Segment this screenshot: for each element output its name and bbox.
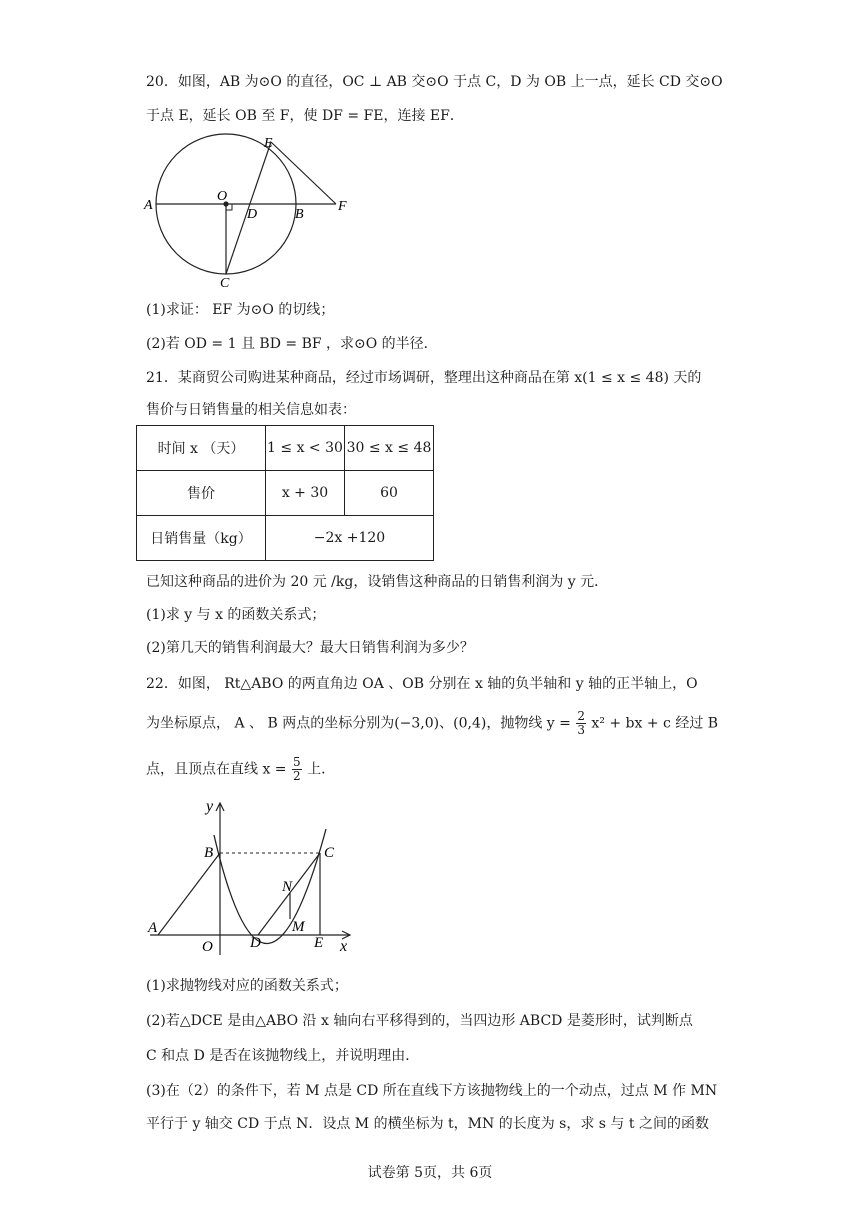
q22-stem-line2b: ，抛物线 y = [486,715,571,732]
q20-stem-line2: 于点 E，延长 OB 至 F，使 DF = FE，连接 EF． [146,108,464,124]
page-footer: 试卷第 5页，共 6页 [367,1165,493,1181]
q22-stem-line3 [146,756,335,783]
q22-label-x: x [340,938,348,955]
table-cell: 1 ≤ x < 30 [266,426,345,471]
q22-label-a: A [148,920,158,936]
q20-label-e: E [264,136,273,151]
q22-stem-line1: 22．如图， Rt△ABO 的两直角边 OA 、OB 分别在 x 轴的负半轴和 y 轴的正半轴上，O [146,676,698,692]
q22-label-o: O [202,939,213,955]
q22-part1: (1)求抛物线对应的函数关系式； [146,978,348,994]
q22-label-n: N [282,879,293,895]
q20-part2: (2)若 OD = 1 且 BD = BF ，求⊙O 的半径． [146,336,438,352]
q22-part3-line2: 平行于 y 轴交 CD 于点 N．设点 M 的横坐标为 t，MN 的长度为 s，求 s 与 t 之间的函数 [146,1116,709,1132]
q22-part3-line1: (3)在（2）的条件下，若 M 点是 CD 所在直线下方该抛物线上的一个动点，过点 M 作 MN [146,1083,718,1099]
q22-coord-a: (−3,0) [394,715,440,732]
table-cell: 时间 x （天） [137,426,266,471]
q22-stem-line2 [146,710,718,737]
table-cell: −2x +120 [266,516,434,561]
q22-label-b: B [204,845,214,861]
q21-part2: (2)第几天的销售利润最大？最大日销售利润为多少？ [146,640,474,656]
q22-label-d: D [250,935,261,951]
q21-stem-line1: 21．某商贸公司购进某种商品，经过市场调研，整理出这种商品在第 x(1 ≤ x ≤ 48) 天的 [146,370,702,386]
q22-label-y: y [206,798,214,815]
q20-label-d: D [247,207,258,222]
q22-fraction-two-thirds: $\frac{2}{3}$ [577,709,585,737]
q22-separator: 、 [439,715,454,732]
q21-info-table [136,425,434,561]
q22-stem-line3a: 点，且顶点在直线 x = [146,761,287,778]
q22-label-e: E [314,935,324,951]
q22-stem-line2a: 为坐标原点， A 、 B 两点的坐标分别为 [146,715,395,732]
q20-label-f: F [338,199,347,214]
table-row [137,516,434,561]
q20-circle-figure [140,130,360,290]
q22-part2-line1: (2)若△DCE 是由△ABO 沿 x 轴向右平移得到的，当四边形 ABCD 是菱形时，试判断点 [146,1013,693,1029]
q21-after-table: 已知这种商品的进价为 20 元 /kg，设销售这种商品的日销售利润为 y 元． [146,574,609,590]
q21-stem-line2: 售价与日销售量的相关信息如表： [146,402,356,418]
q20-part1: (1)求证： EF 为⊙O 的切线； [146,302,335,318]
table-cell: 60 [345,471,434,516]
q22-coord-b: (0,4) [453,715,487,732]
q22-part2-line2: C 和点 D 是否在该抛物线上，并说明理由． [146,1048,420,1064]
table-cell: 30 ≤ x ≤ 48 [345,426,434,471]
q20-label-o: O [217,189,228,204]
table-row [137,426,434,471]
table-cell: 日销售量（kg） [137,516,266,561]
q22-label-m: M [292,919,305,935]
q20-label-a: A [144,198,153,213]
table-cell: x + 30 [266,471,345,516]
table-cell: 售价 [137,471,266,516]
q22-fraction-five-halves: $\frac{5}{2}$ [292,755,301,783]
q20-label-b: B [295,207,304,222]
q22-label-c: C [324,845,335,861]
q22-parabola-figure [140,795,380,960]
q21-part1: (1)求 y 与 x 的函数关系式； [146,607,326,623]
q22-stem-line3b: 上． [307,761,336,778]
q22-stem-line2c: x² + bx + c 经过 B [591,715,719,732]
table-row [137,471,434,516]
q20-label-c: C [220,276,230,290]
q20-stem-line1: 20．如图，AB 为⊙O 的直径，OC ⊥ AB 交⊙O 于点 C，D 为 OB 上一点，延长 CD 交⊙O [146,74,723,90]
